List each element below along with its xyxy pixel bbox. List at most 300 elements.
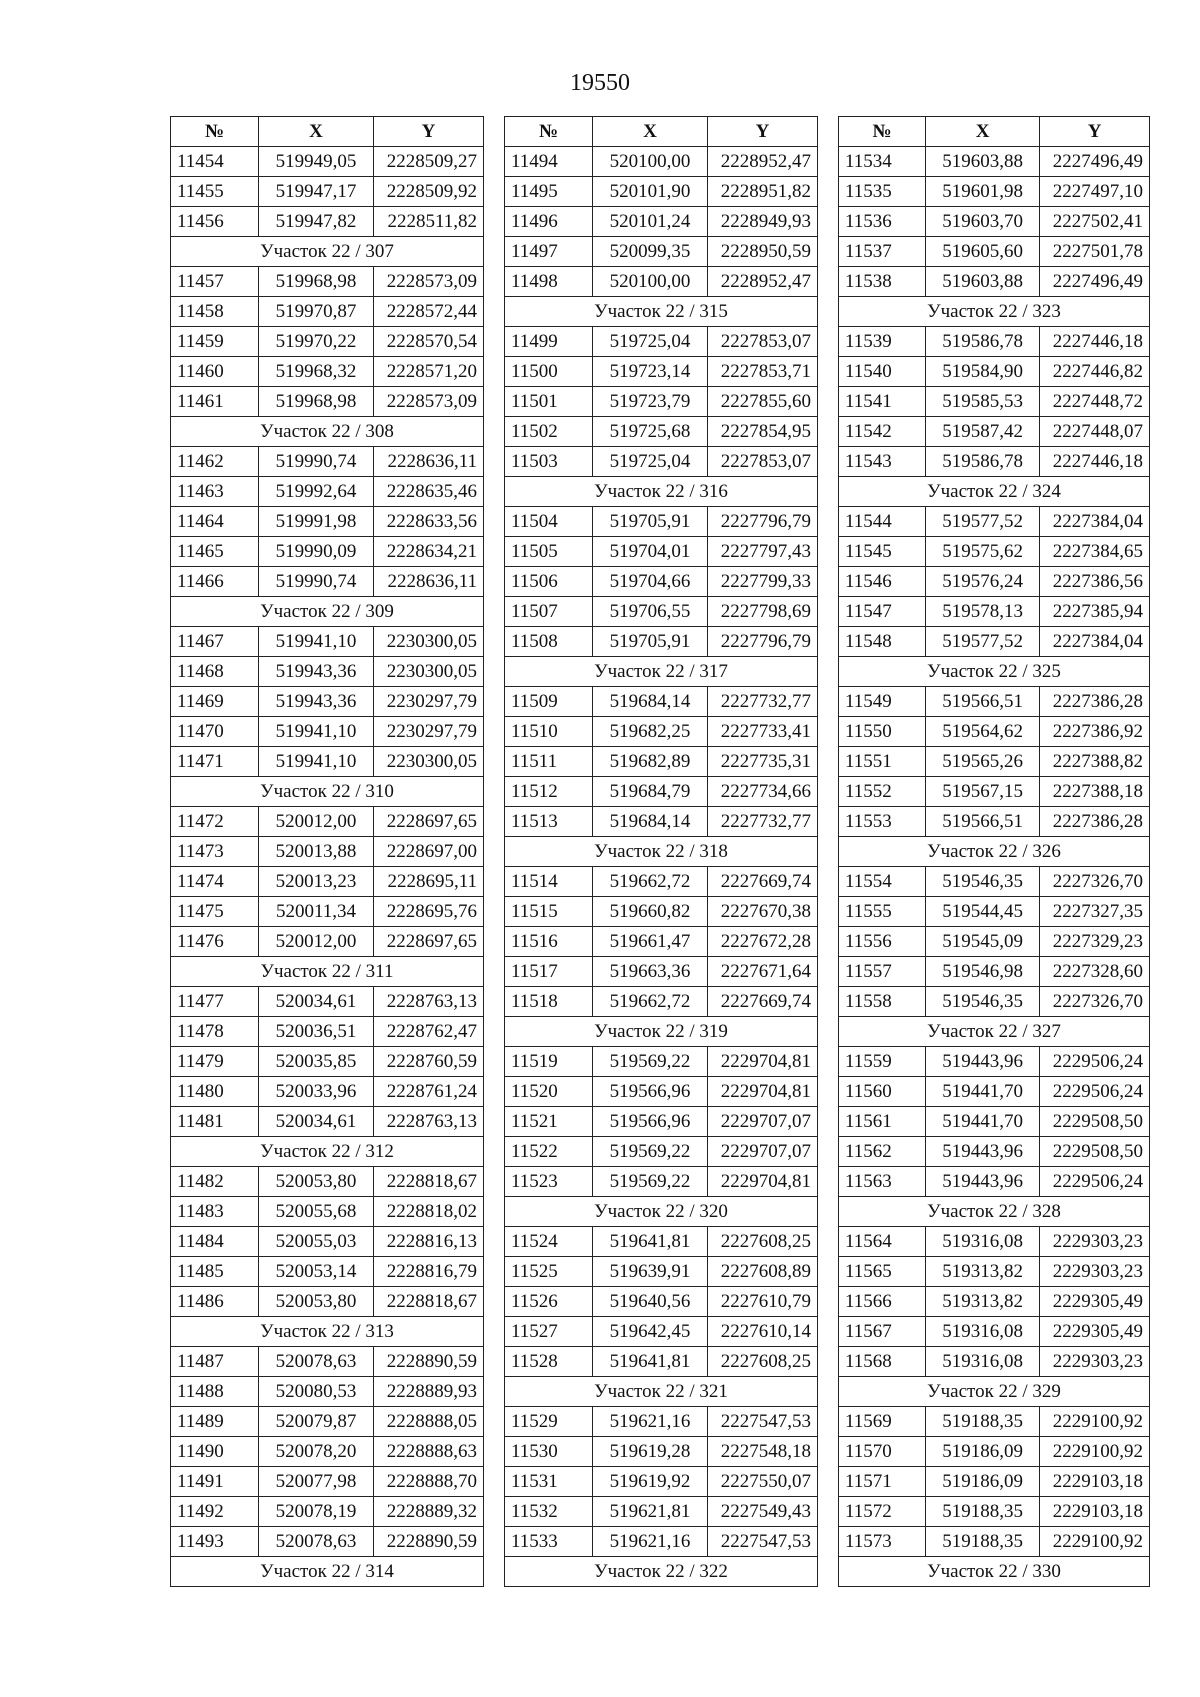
point-number: 11461 [171,387,259,417]
point-number: 11573 [839,1527,926,1557]
y-coordinate: 2227608,89 [708,1257,818,1287]
point-number: 11544 [839,507,926,537]
x-coordinate: 519567,15 [925,777,1039,807]
y-coordinate: 2229707,07 [708,1137,818,1167]
y-coordinate: 2227446,18 [1040,327,1150,357]
y-coordinate: 2227669,74 [708,987,818,1017]
x-coordinate: 520100,00 [593,147,708,177]
y-coordinate: 2229303,23 [1040,1257,1150,1287]
table-row [171,537,484,567]
table-row [171,1017,484,1047]
y-coordinate: 2228762,47 [374,1017,484,1047]
x-coordinate: 519566,51 [925,687,1039,717]
x-coordinate: 520079,87 [259,1407,374,1437]
table-row [505,897,818,927]
table-row [839,1047,1150,1077]
table-row [505,147,818,177]
point-number: 11550 [839,717,926,747]
x-coordinate: 520033,96 [259,1077,374,1107]
x-coordinate: 519970,22 [259,327,374,357]
point-number: 11552 [839,777,926,807]
plot-label-row [505,1557,818,1587]
plot-label-row [839,297,1150,327]
column-header-number: № [839,117,926,147]
y-coordinate: 2230300,05 [374,657,484,687]
y-coordinate: 2228763,13 [374,987,484,1017]
table-row [171,177,484,207]
x-coordinate: 519723,14 [593,357,708,387]
point-number: 11559 [839,1047,926,1077]
point-number: 11553 [839,807,926,837]
y-coordinate: 2227385,94 [1040,597,1150,627]
point-number: 11459 [171,327,259,357]
point-number: 11549 [839,687,926,717]
point-number: 11518 [505,987,593,1017]
y-coordinate: 2227386,28 [1040,687,1150,717]
plot-label: Участок 22 / 314 [171,1557,484,1587]
point-number: 11522 [505,1137,593,1167]
plot-label: Участок 22 / 320 [505,1197,818,1227]
table-row [839,1287,1150,1317]
x-coordinate: 519663,36 [593,957,708,987]
y-coordinate: 2228950,59 [708,237,818,267]
x-coordinate: 519443,96 [925,1137,1039,1167]
y-coordinate: 2227328,60 [1040,957,1150,987]
point-number: 11562 [839,1137,926,1167]
x-coordinate: 519725,04 [593,447,708,477]
point-number: 11521 [505,1107,593,1137]
y-coordinate: 2227388,18 [1040,777,1150,807]
column-header-x: X [593,117,708,147]
y-coordinate: 2229303,23 [1040,1347,1150,1377]
x-coordinate: 519186,09 [925,1467,1039,1497]
y-coordinate: 2228697,65 [374,807,484,837]
table-row [505,1437,818,1467]
point-number: 11457 [171,267,259,297]
point-number: 11494 [505,147,593,177]
column-header-y: Y [1040,117,1150,147]
point-number: 11489 [171,1407,259,1437]
point-number: 11554 [839,867,926,897]
table-row [839,147,1150,177]
point-number: 11509 [505,687,593,717]
x-coordinate: 519725,04 [593,327,708,357]
y-coordinate: 2228695,76 [374,897,484,927]
x-coordinate: 519544,45 [925,897,1039,927]
x-coordinate: 519662,72 [593,987,708,1017]
table-row [839,537,1150,567]
table-row [839,1227,1150,1257]
x-coordinate: 519943,36 [259,657,374,687]
table-row [171,1167,484,1197]
plot-label: Участок 22 / 325 [839,657,1150,687]
y-coordinate: 2227608,25 [708,1227,818,1257]
point-number: 11558 [839,987,926,1017]
table-row [505,1527,818,1557]
table-row [505,687,818,717]
table-row [171,927,484,957]
plot-label: Участок 22 / 326 [839,837,1150,867]
plot-label: Участок 22 / 318 [505,837,818,867]
table-row [505,627,818,657]
x-coordinate: 520100,00 [593,267,708,297]
table-row [171,747,484,777]
table-row [839,1167,1150,1197]
table-row [505,357,818,387]
point-number: 11468 [171,657,259,687]
y-coordinate: 2229508,50 [1040,1107,1150,1137]
y-coordinate: 2228695,11 [374,867,484,897]
y-coordinate: 2227854,95 [708,417,818,447]
table-row [505,1077,818,1107]
point-number: 11470 [171,717,259,747]
x-coordinate: 519704,01 [593,537,708,567]
x-coordinate: 520034,61 [259,1107,374,1137]
table-row [839,1077,1150,1107]
point-number: 11542 [839,417,926,447]
x-coordinate: 519546,35 [925,987,1039,1017]
point-number: 11523 [505,1167,593,1197]
plot-label: Участок 22 / 329 [839,1377,1150,1407]
x-coordinate: 519545,09 [925,927,1039,957]
x-coordinate: 519705,91 [593,627,708,657]
table-row [171,327,484,357]
x-coordinate: 520034,61 [259,987,374,1017]
y-coordinate: 2229305,49 [1040,1287,1150,1317]
table-row [505,717,818,747]
table-row [171,987,484,1017]
table-row [839,417,1150,447]
y-coordinate: 2227384,04 [1040,627,1150,657]
x-coordinate: 520035,85 [259,1047,374,1077]
x-coordinate: 519991,98 [259,507,374,537]
point-number: 11480 [171,1077,259,1107]
y-coordinate: 2227732,77 [708,687,818,717]
column-header-x: X [925,117,1039,147]
point-number: 11504 [505,507,593,537]
y-coordinate: 2228888,05 [374,1407,484,1437]
coordinate-table-3 [838,116,1150,1587]
x-coordinate: 519704,66 [593,567,708,597]
point-number: 11539 [839,327,926,357]
point-number: 11566 [839,1287,926,1317]
x-coordinate: 520053,14 [259,1257,374,1287]
x-coordinate: 519188,35 [925,1527,1039,1557]
y-coordinate: 2229707,07 [708,1107,818,1137]
x-coordinate: 519725,68 [593,417,708,447]
plot-label: Участок 22 / 327 [839,1017,1150,1047]
point-number: 11481 [171,1107,259,1137]
point-number: 11464 [171,507,259,537]
y-coordinate: 2227448,07 [1040,417,1150,447]
x-coordinate: 519603,70 [925,207,1039,237]
y-coordinate: 2229103,18 [1040,1497,1150,1527]
table-row [505,447,818,477]
point-number: 11537 [839,237,926,267]
point-number: 11568 [839,1347,926,1377]
point-number: 11529 [505,1407,593,1437]
point-number: 11454 [171,147,259,177]
y-coordinate: 2229508,50 [1040,1137,1150,1167]
table-row [839,777,1150,807]
x-coordinate: 519660,82 [593,897,708,927]
y-coordinate: 2228697,00 [374,837,484,867]
point-number: 11496 [505,207,593,237]
point-number: 11456 [171,207,259,237]
plot-label-row [505,1017,818,1047]
point-number: 11571 [839,1467,926,1497]
point-number: 11536 [839,207,926,237]
y-coordinate: 2228635,46 [374,477,484,507]
point-number: 11475 [171,897,259,927]
y-coordinate: 2227388,82 [1040,747,1150,777]
y-coordinate: 2229100,92 [1040,1407,1150,1437]
x-coordinate: 519968,98 [259,387,374,417]
y-coordinate: 2227548,18 [708,1437,818,1467]
x-coordinate: 519584,90 [925,357,1039,387]
plot-label: Участок 22 / 323 [839,297,1150,327]
y-coordinate: 2228952,47 [708,147,818,177]
y-coordinate: 2229704,81 [708,1047,818,1077]
table-row [839,357,1150,387]
x-coordinate: 519577,52 [925,507,1039,537]
table-row [839,687,1150,717]
y-coordinate: 2227329,23 [1040,927,1150,957]
table-row [171,207,484,237]
point-number: 11466 [171,567,259,597]
point-number: 11487 [171,1347,259,1377]
point-number: 11512 [505,777,593,807]
x-coordinate: 519601,98 [925,177,1039,207]
x-coordinate: 520078,20 [259,1437,374,1467]
y-coordinate: 2228763,13 [374,1107,484,1137]
y-coordinate: 2228509,27 [374,147,484,177]
y-coordinate: 2228511,82 [374,207,484,237]
x-coordinate: 520053,80 [259,1287,374,1317]
x-coordinate: 519586,78 [925,327,1039,357]
table-row [505,1347,818,1377]
y-coordinate: 2228949,93 [708,207,818,237]
x-coordinate: 519992,64 [259,477,374,507]
y-coordinate: 2227671,64 [708,957,818,987]
point-number: 11467 [171,627,259,657]
plot-label-row [171,1317,484,1347]
table-row [505,387,818,417]
x-coordinate: 519941,10 [259,627,374,657]
x-coordinate: 520077,98 [259,1467,374,1497]
x-coordinate: 519587,42 [925,417,1039,447]
y-coordinate: 2228818,67 [374,1287,484,1317]
plot-label-row [839,1197,1150,1227]
x-coordinate: 519621,16 [593,1527,708,1557]
y-coordinate: 2227326,70 [1040,867,1150,897]
plot-label-row [839,1017,1150,1047]
x-coordinate: 520078,63 [259,1527,374,1557]
x-coordinate: 519619,92 [593,1467,708,1497]
y-coordinate: 2227497,10 [1040,177,1150,207]
x-coordinate: 520012,00 [259,927,374,957]
x-coordinate: 519661,47 [593,927,708,957]
x-coordinate: 519947,82 [259,207,374,237]
y-coordinate: 2227853,07 [708,327,818,357]
point-number: 11488 [171,1377,259,1407]
y-coordinate: 2229100,92 [1040,1437,1150,1467]
header-row [839,117,1150,147]
point-number: 11547 [839,597,926,627]
x-coordinate: 519566,96 [593,1077,708,1107]
table-row [839,177,1150,207]
plot-label-row [505,1197,818,1227]
y-coordinate: 2228634,21 [374,537,484,567]
x-coordinate: 519564,62 [925,717,1039,747]
table-row [171,567,484,597]
point-number: 11526 [505,1287,593,1317]
y-coordinate: 2227669,74 [708,867,818,897]
y-coordinate: 2227734,66 [708,777,818,807]
y-coordinate: 2227853,71 [708,357,818,387]
table-row [839,1347,1150,1377]
point-number: 11507 [505,597,593,627]
point-number: 11477 [171,987,259,1017]
x-coordinate: 519188,35 [925,1497,1039,1527]
table-row [171,837,484,867]
x-coordinate: 519441,70 [925,1077,1039,1107]
y-coordinate: 2229704,81 [708,1077,818,1107]
x-coordinate: 519441,70 [925,1107,1039,1137]
point-number: 11527 [505,1317,593,1347]
y-coordinate: 2229506,24 [1040,1047,1150,1077]
table-row [839,267,1150,297]
point-number: 11548 [839,627,926,657]
point-number: 11476 [171,927,259,957]
x-coordinate: 520053,80 [259,1167,374,1197]
table-row [171,687,484,717]
x-coordinate: 519943,36 [259,687,374,717]
point-number: 11469 [171,687,259,717]
table-row [505,867,818,897]
y-coordinate: 2227610,79 [708,1287,818,1317]
point-number: 11492 [171,1497,259,1527]
point-number: 11458 [171,297,259,327]
y-coordinate: 2227384,04 [1040,507,1150,537]
x-coordinate: 519316,08 [925,1347,1039,1377]
x-coordinate: 519585,53 [925,387,1039,417]
table-row [839,627,1150,657]
plot-label: Участок 22 / 308 [171,417,484,447]
y-coordinate: 2227855,60 [708,387,818,417]
point-number: 11516 [505,927,593,957]
y-coordinate: 2227796,79 [708,627,818,657]
table-row [171,807,484,837]
y-coordinate: 2227502,41 [1040,207,1150,237]
x-coordinate: 520013,88 [259,837,374,867]
page-number: 19550 [570,70,630,96]
plot-label: Участок 22 / 315 [505,297,818,327]
plot-label-row [171,957,484,987]
point-number: 11532 [505,1497,593,1527]
table-row [839,237,1150,267]
x-coordinate: 519639,91 [593,1257,708,1287]
x-coordinate: 519723,79 [593,387,708,417]
plot-label-row [171,417,484,447]
table-row [839,387,1150,417]
y-coordinate: 2229506,24 [1040,1167,1150,1197]
x-coordinate: 519605,60 [925,237,1039,267]
table-row [505,1107,818,1137]
plot-label: Участок 22 / 309 [171,597,484,627]
y-coordinate: 2230300,05 [374,747,484,777]
point-number: 11540 [839,357,926,387]
y-coordinate: 2229305,49 [1040,1317,1150,1347]
x-coordinate: 520080,53 [259,1377,374,1407]
x-coordinate: 519641,81 [593,1227,708,1257]
table-row [839,327,1150,357]
x-coordinate: 520078,19 [259,1497,374,1527]
table-row [505,207,818,237]
y-coordinate: 2227733,41 [708,717,818,747]
x-coordinate: 519619,28 [593,1437,708,1467]
table-row [839,507,1150,537]
point-number: 11471 [171,747,259,777]
x-coordinate: 519682,25 [593,717,708,747]
y-coordinate: 2228889,93 [374,1377,484,1407]
plot-label-row [505,837,818,867]
plot-label: Участок 22 / 319 [505,1017,818,1047]
table-row [505,597,818,627]
table-row [171,1077,484,1107]
y-coordinate: 2228816,13 [374,1227,484,1257]
table-row [839,1257,1150,1287]
x-coordinate: 519941,10 [259,717,374,747]
x-coordinate: 519603,88 [925,267,1039,297]
x-coordinate: 519949,05 [259,147,374,177]
x-coordinate: 519705,91 [593,507,708,537]
y-coordinate: 2228573,09 [374,387,484,417]
table-row [839,747,1150,777]
table-row [171,1047,484,1077]
plot-label: Участок 22 / 311 [171,957,484,987]
y-coordinate: 2229103,18 [1040,1467,1150,1497]
y-coordinate: 2227446,18 [1040,447,1150,477]
plot-label-row [171,1557,484,1587]
table-row [839,1467,1150,1497]
x-coordinate: 520055,68 [259,1197,374,1227]
table-row [839,1107,1150,1137]
point-number: 11486 [171,1287,259,1317]
table-row [505,1257,818,1287]
point-number: 11556 [839,927,926,957]
y-coordinate: 2227446,82 [1040,357,1150,387]
point-number: 11531 [505,1467,593,1497]
point-number: 11482 [171,1167,259,1197]
plot-label-row [505,297,818,327]
table-row [171,1287,484,1317]
x-coordinate: 519642,45 [593,1317,708,1347]
coordinate-table-2 [504,116,818,1587]
table-row [171,1227,484,1257]
point-number: 11503 [505,447,593,477]
y-coordinate: 2228951,82 [708,177,818,207]
column-header-y: Y [374,117,484,147]
plot-label: Участок 22 / 310 [171,777,484,807]
y-coordinate: 2227496,49 [1040,147,1150,177]
table-row [505,777,818,807]
plot-label: Участок 22 / 312 [171,1137,484,1167]
x-coordinate: 519443,96 [925,1047,1039,1077]
table-row [171,717,484,747]
y-coordinate: 2227853,07 [708,447,818,477]
plot-label-row [839,657,1150,687]
